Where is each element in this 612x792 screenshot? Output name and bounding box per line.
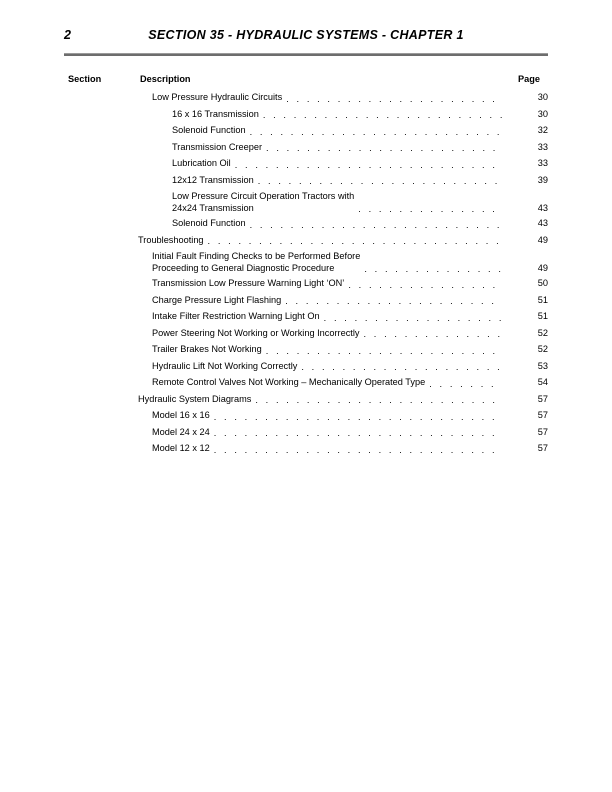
toc-entry-page-number: 52 [537,327,548,338]
table-of-contents [0,92,612,460]
column-header-page: Page [518,74,540,84]
toc-dot-leader [266,346,502,356]
toc-dot-leader [358,204,502,214]
toc-entry-page-number: 43 [537,202,548,213]
toc-entry-page-number: 33 [537,158,548,168]
toc-entry[interactable] [0,394,612,411]
toc-entry-page-number: 49 [537,262,548,273]
toc-dot-leader [429,379,502,389]
toc-entry-body [152,443,612,455]
toc-entry[interactable] [0,158,612,175]
toc-entry[interactable] [0,109,612,126]
toc-entry[interactable] [0,410,612,427]
toc-entry[interactable] [0,427,612,444]
toc-dot-leader [364,264,502,274]
toc-entry-body [152,377,612,389]
toc-dot-leader [214,412,502,422]
toc-entry-body [172,142,612,154]
toc-entry-body [172,175,612,187]
page-folio-number: 2 [64,28,72,42]
toc-dot-leader [266,143,502,153]
toc-entry[interactable] [0,251,612,278]
toc-dot-leader [235,160,502,170]
toc-entry-body [152,427,612,439]
toc-entry-label: Low Pressure Hydraulic Circuits [152,92,283,102]
toc-entry[interactable] [0,344,612,361]
toc-entry-body [138,394,612,406]
toc-entry-page-number: 39 [537,174,548,185]
toc-entry-page-number: 57 [537,410,548,420]
toc-entry-label-line1: Low Pressure Circuit Operation Tractors with [172,191,355,201]
toc-entry-label: Troubleshooting [138,234,204,245]
toc-entry-label: Model 24 x 24 [152,426,210,437]
toc-dot-leader [348,280,502,290]
toc-entry-label: Lubrication Oil [172,158,231,168]
toc-entry-body [152,410,612,422]
toc-dot-leader [250,220,502,230]
toc-entry-body [138,235,612,247]
toc-entry-page-number: 51 [537,311,548,321]
toc-entry-body [152,92,612,104]
toc-entry[interactable] [0,278,612,295]
toc-entry-body [172,191,612,214]
toc-entry-label: 16 x 16 Transmission [172,108,259,119]
toc-entry-page-number: 54 [537,377,548,387]
toc-entry-page-number: 53 [537,360,548,371]
toc-entry-body [172,109,612,121]
toc-entry[interactable] [0,443,612,460]
toc-entry-body [152,344,612,356]
toc-entry-label: Solenoid Function [172,218,246,228]
toc-entry-label: Hydraulic System Diagrams [138,393,252,404]
toc-entry-page-number: 51 [537,294,548,305]
toc-entry-body [172,125,612,137]
toc-entry-label-line2: Proceeding to General Diagnostic Procedure [152,262,335,273]
toc-entry-page-number: 50 [537,278,548,288]
toc-dot-leader [263,110,502,120]
page-header [0,28,612,52]
toc-entry[interactable] [0,235,612,252]
toc-entry-label: Power Steering Not Working or Working Incorrectly [152,327,360,338]
toc-entry-label-line1: Initial Fault Finding Checks to be Performed Before [152,251,361,261]
toc-entry-body [152,278,612,290]
toc-dot-leader [324,313,502,323]
toc-entry-page-number: 52 [537,344,548,354]
toc-entry-label: Model 12 x 12 [152,443,210,453]
toc-entry-page-number: 57 [537,443,548,453]
toc-entry[interactable] [0,191,612,218]
toc-entry-label [152,251,364,274]
toc-entry-body [152,251,612,274]
toc-entry-page-number: 49 [537,234,548,245]
toc-entry-body [172,158,612,170]
toc-dot-leader [258,176,502,186]
toc-entry[interactable] [0,361,612,378]
toc-entry-label: Model 16 x 16 [152,410,210,420]
toc-column-headers [0,74,612,88]
toc-dot-leader [214,445,502,455]
header-divider [64,53,548,56]
toc-entry-label: Remote Control Valves Not Working – Mechanically Operated Type [152,377,426,387]
page-title: SECTION 35 - HYDRAULIC SYSTEMS - CHAPTER 1 [148,28,464,42]
column-header-section: Section [68,74,102,84]
toc-dot-leader [286,94,502,104]
toc-entry[interactable] [0,142,612,159]
toc-entry[interactable] [0,125,612,142]
toc-entry-label: 12x12 Transmission [172,174,254,185]
toc-entry-body [152,295,612,307]
toc-entry-page-number: 57 [537,426,548,437]
toc-entry-page-number: 57 [537,393,548,404]
toc-entry-page-number: 30 [537,92,548,102]
toc-entry-label: Transmission Creeper [172,141,263,152]
toc-dot-leader [214,428,502,438]
toc-entry[interactable] [0,295,612,312]
toc-dot-leader [301,362,502,372]
toc-entry-label [172,191,358,214]
toc-dot-leader [250,127,502,137]
toc-dot-leader [208,236,502,246]
toc-entry-body [152,328,612,340]
toc-entry-body [172,218,612,230]
toc-entry-page-number: 43 [537,218,548,228]
toc-entry-label: Hydraulic Lift Not Working Correctly [152,360,298,371]
toc-entry-page-number: 33 [537,141,548,152]
toc-dot-leader [285,296,502,306]
toc-entry[interactable] [0,377,612,394]
toc-entry-label: Trailer Brakes Not Working [152,344,262,354]
toc-dot-leader [255,395,502,405]
toc-entry-body [152,361,612,373]
toc-entry-page-number: 32 [537,125,548,135]
toc-entry-body [152,311,612,323]
toc-entry[interactable] [0,311,612,328]
toc-entry[interactable] [0,328,612,345]
toc-entry-page-number: 30 [537,108,548,119]
toc-entry[interactable] [0,92,612,109]
toc-dot-leader [363,329,502,339]
toc-entry-label-line2: 24x24 Transmission [172,202,254,213]
toc-entry-label: Transmission Low Pressure Warning Light ‘ON’ [152,278,345,288]
toc-entry-label: Charge Pressure Light Flashing [152,294,282,305]
toc-entry[interactable] [0,218,612,235]
toc-entry-label: Solenoid Function [172,125,246,135]
column-header-description: Description [140,74,191,84]
toc-entry[interactable] [0,175,612,192]
toc-entry-label: Intake Filter Restriction Warning Light On [152,311,320,321]
